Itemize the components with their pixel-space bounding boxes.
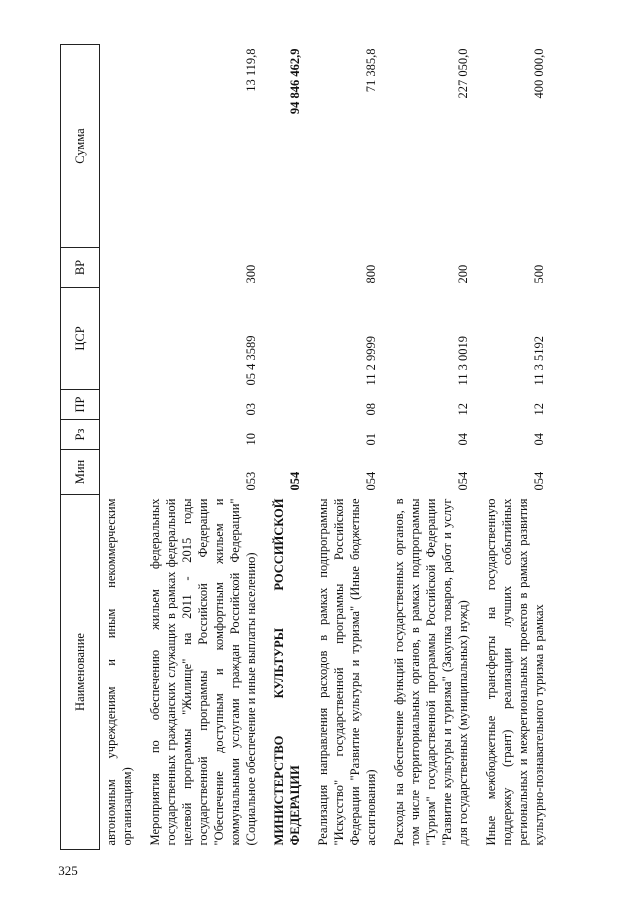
- row-min: 054: [456, 471, 470, 491]
- row-pr: [100, 390, 145, 420]
- row-vr: 300: [244, 264, 258, 284]
- header-csr: ЦСР: [61, 288, 100, 390]
- table-header-row: [61, 45, 100, 850]
- table-row: [480, 45, 556, 850]
- row-min: 053: [244, 471, 258, 491]
- table-row: [312, 45, 388, 850]
- row-sum: [100, 45, 145, 248]
- rotated-page: [58, 45, 600, 878]
- row-rz: 10: [244, 433, 258, 446]
- row-vr: 200: [456, 264, 470, 284]
- row-pr: 08: [364, 403, 378, 416]
- row-sum: 94 846 462,9: [288, 48, 302, 115]
- row-vr: [100, 248, 145, 288]
- row-min: 054: [364, 471, 378, 491]
- row-name: МИНИСТЕРСТВО КУЛЬТУРЫ РОССИЙСКОЙ ФЕДЕРАЦИИ: [272, 498, 302, 846]
- row-name: Мероприятия по обеспечению жильем федеральных государственных гражданских служащих в рамках федеральной целевой программы "Жилище" на 2011 - 2015 годы государственной программы Российской Федерации "Обеспечение доступным и комфортным жильем и коммунальными услугами граждан Российской Федерации" (Социальное обеспечение и иные выплаты населению): [148, 498, 258, 846]
- row-rz: [268, 420, 312, 450]
- header-pr: ПР: [61, 390, 100, 420]
- header-vr: ВР: [61, 248, 100, 288]
- row-csr: [268, 288, 312, 390]
- row-csr: 05 4 3589: [244, 335, 258, 386]
- table-row: [268, 45, 312, 850]
- row-rz: 01: [364, 433, 378, 446]
- row-pr: 03: [244, 403, 258, 416]
- row-min: 054: [532, 471, 546, 491]
- table-row: [388, 45, 480, 850]
- row-pr: 12: [532, 403, 546, 416]
- row-pr: 12: [456, 403, 470, 416]
- row-sum: 400 000,0: [532, 48, 546, 99]
- table-row: [100, 45, 145, 850]
- header-min: Мин: [61, 450, 100, 495]
- row-pr: [268, 390, 312, 420]
- row-rz: [100, 420, 145, 450]
- row-sum: 227 050,0: [456, 48, 470, 99]
- row-name: Иные межбюджетные трансферты на государственную поддержку (грант) реализации лучших событийных региональных и межрегиональных проектов в рамках развития культурно-познавательного туризма в рамках: [484, 498, 546, 846]
- row-rz: 04: [532, 433, 546, 446]
- row-csr: 11 3 5192: [532, 335, 546, 386]
- page-number: 325: [58, 863, 78, 878]
- row-vr: 800: [364, 264, 378, 284]
- row-csr: 11 2 9999: [364, 335, 378, 386]
- row-min: [100, 450, 145, 495]
- row-rz: 04: [456, 433, 470, 446]
- row-name: Реализация направления расходов в рамках подпрограммы "Искусство" государственной программы Российской Федерации "Развитие культуры и туризма" (Иные бюджетные ассигнования): [316, 498, 378, 846]
- budget-table: [60, 44, 556, 850]
- row-csr: [100, 288, 145, 390]
- row-vr: [268, 248, 312, 288]
- row-sum: 13 119,8: [244, 48, 258, 92]
- row-min: 054: [288, 471, 302, 491]
- row-sum: 71 385,8: [364, 48, 378, 93]
- table-row: [144, 45, 268, 850]
- header-name: Наименование: [61, 495, 100, 850]
- header-sum: Сумма: [61, 45, 100, 248]
- header-rz: Рз: [61, 420, 100, 450]
- row-vr: 500: [532, 264, 546, 284]
- row-name: автономным учреждениям и иным некоммерческим организациям): [104, 498, 134, 846]
- row-csr: 11 3 0019: [456, 335, 470, 386]
- row-name: Расходы на обеспечение функций государственных органов, в том числе территориальных органов, в рамках подпрограммы "Туризм" государственной программы Российской Федерации "Развитие культуры и туризма" (Закупка товаров, работ и услуг для государственных (муниципальных) нужд): [392, 498, 470, 846]
